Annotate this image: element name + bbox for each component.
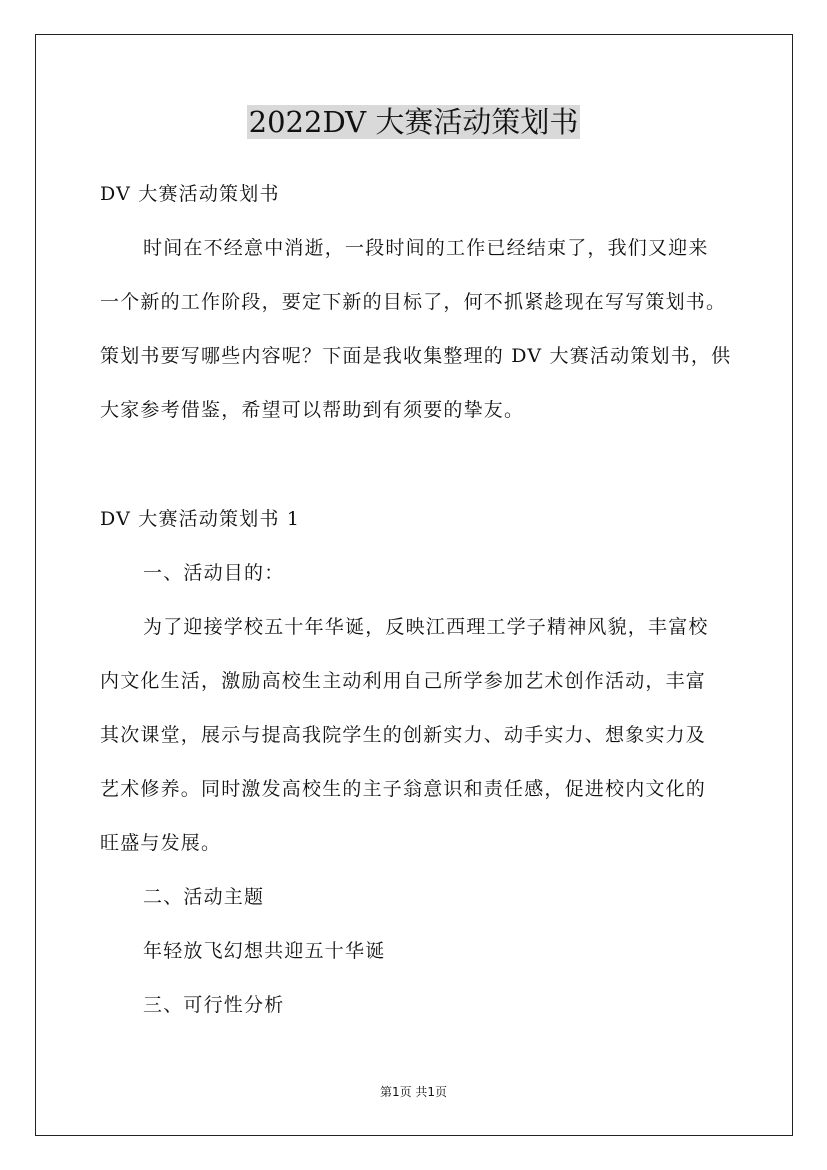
purpose-paragraph-line: 艺术修养。同时激发高校生的主子翁意识和责任感，促进校内文化的 [100,778,707,800]
subheading-theme: 二、活动主题 [143,886,265,908]
subheading-purpose: 一、活动目的： [143,562,285,584]
intro-paragraph-line: 时间在不经意中消逝，一段时间的工作已经结束了，我们又迎来 [143,237,709,259]
purpose-paragraph-line: 内文化生活，激励高校生主动利用自己所学参加艺术创作活动，丰富 [100,670,707,692]
theme-text: 年轻放飞幻想共迎五十华诞 [143,940,386,962]
intro-paragraph-line: 一个新的工作阶段，要定下新的目标了，何不抓紧趁现在写写策划书。 [100,291,727,313]
plan-heading: DV 大赛活动策划书 1 [100,508,301,530]
intro-paragraph-line: 策划书要写哪些内容呢？下面是我收集整理的 DV 大赛活动策划书，供 [100,345,732,367]
intro-paragraph-line: 大家参考借鉴，希望可以帮助到有须要的挚友。 [100,399,525,421]
purpose-paragraph-line: 为了迎接学校五十年华诞，反映江西理工学子精神风貌，丰富校 [143,616,709,638]
document-title: 2022DV 大赛活动策划书 [248,105,579,139]
section-heading: DV 大赛活动策划书 [100,183,280,205]
page-number-footer: 第1页 共1页 [379,1085,448,1099]
purpose-paragraph-line: 旺盛与发展。 [100,832,222,854]
purpose-paragraph-line: 其次课堂，展示与提高我院学生的创新实力、动手实力、想象实力及 [100,724,707,746]
subheading-feasibility: 三、可行性分析 [143,994,285,1016]
